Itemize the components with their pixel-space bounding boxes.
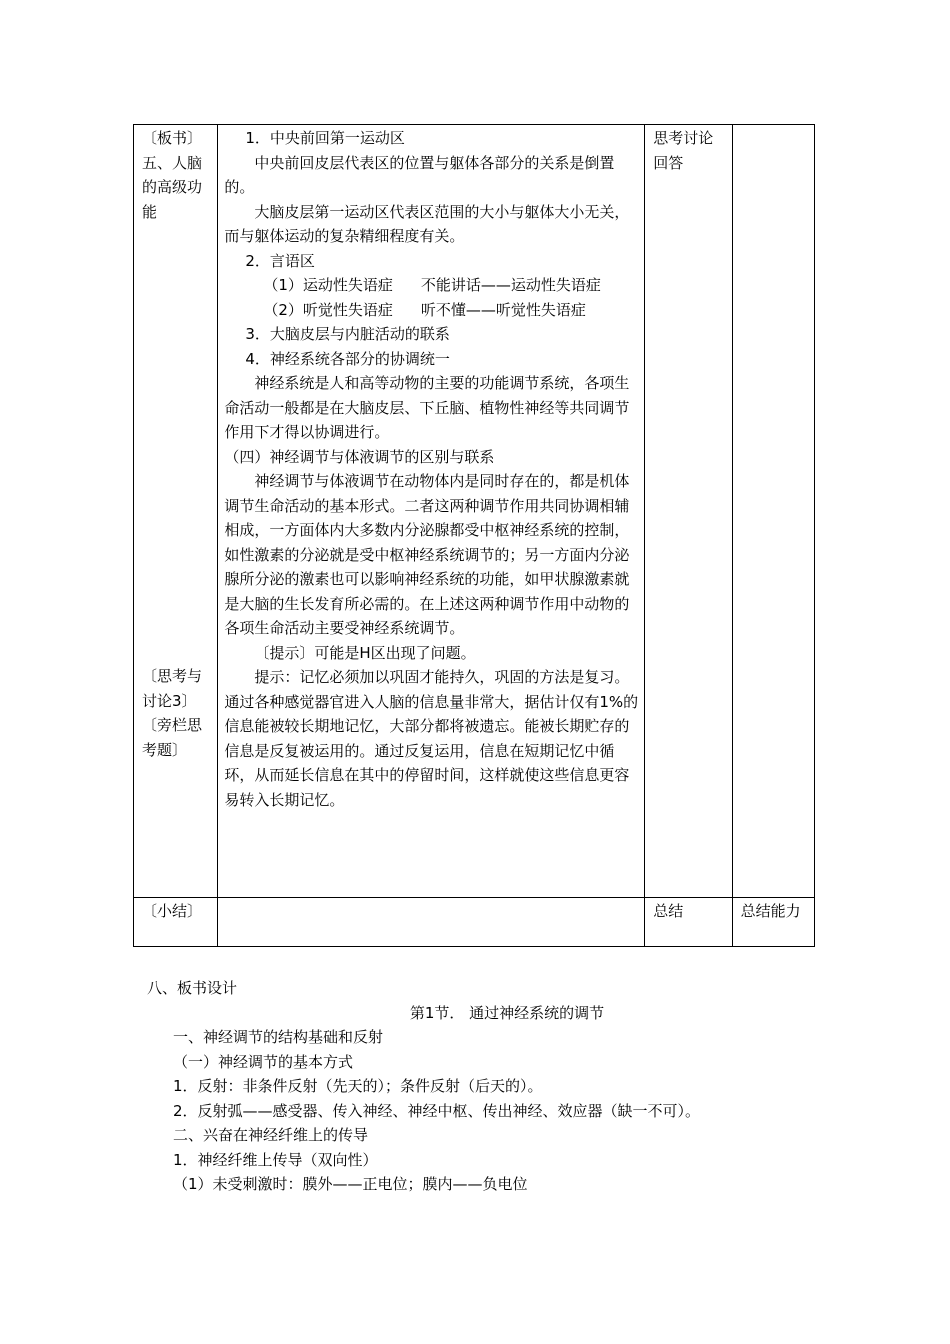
list-item — [224, 298, 638, 323]
student-activity-cell — [645, 898, 732, 947]
list-item — [224, 273, 638, 298]
list-item-term: （2）听觉性失语症 — [263, 300, 393, 319]
teaching-step-cell — [134, 125, 218, 898]
board-line: 2．反射弧——感受器、传入神经、神经中枢、传出神经、效应器（缺一不可）。 — [173, 1101, 701, 1120]
board-line: 一、神经调节的结构基础和反射 — [173, 1028, 384, 1046]
board-line: （1）未受刺激时：膜外——正电位；膜内——负电位 — [173, 1175, 528, 1193]
table-row — [134, 898, 815, 947]
content-cell — [218, 898, 645, 947]
board-design-section — [147, 976, 847, 1197]
content-heading: 4．神经系统各部分的协调统一 — [245, 349, 450, 368]
step-label: 〔板书〕五、人脑的高级功能 — [142, 129, 203, 221]
content-paragraph: 神经调节与体液调节在动物体内是同时存在的，都是机体调节生命活动的基本形式。二者这两种调节作用共同协调相辅相成，一方面体内大多数内分泌腺都受中枢神经系统的控制，如性激素的分泌就是受中枢神经系统调节的；另一方面内分泌腺所分泌的激素也可以影响神经系统的功能，如甲状腺激素就是大脑的生长发育所必需的。在上述这两种调节作用中动物的各项生命活动主要受神经系统调节。 — [224, 472, 630, 637]
student-activity-cell — [645, 125, 732, 898]
content-heading: （四）神经调节与体液调节的区别与联系 — [224, 447, 495, 466]
lesson-table — [133, 124, 815, 947]
goal-label: 总结能力 — [740, 902, 801, 920]
content-paragraph: 〔提示〕可能是H区出现了问题。 — [254, 643, 476, 662]
content-paragraph: 神经系统是人和高等动物的主要的功能调节系统，各项生命活动一般都是在大脑皮层、下丘脑、植物性神经等共同调节作用下才得以协调进行。 — [224, 374, 630, 441]
goal-cell — [732, 898, 814, 947]
list-item-term: （1）运动性失语症 — [263, 276, 393, 294]
content-heading: 1．中央前回第一运动区 — [245, 129, 405, 147]
goal-cell — [732, 125, 814, 898]
content-paragraph: 中央前回皮层代表区的位置与躯体各部分的关系是倒置的。 — [224, 153, 615, 196]
content-heading: 2．言语区 — [245, 251, 315, 270]
list-item-desc: 不能讲话——运动性失语症 — [420, 276, 601, 294]
board-line: 二、兴奋在神经纤维上的传导 — [173, 1126, 369, 1144]
table-row — [134, 125, 815, 898]
teaching-step-cell — [134, 898, 218, 947]
board-line: 1．反射：非条件反射（先天的）；条件反射（后天的）。 — [173, 1077, 543, 1095]
board-line: （一）神经调节的基本方式 — [173, 1052, 354, 1071]
content-paragraph: 大脑皮层第一运动区代表区范围的大小与躯体大小无关，而与躯体运动的复杂精细程度有关。 — [224, 202, 630, 245]
goal-label — [733, 125, 814, 126]
section-title: 八、板书设计 — [147, 979, 238, 997]
board-line: 1．神经纤维上传导（双向性） — [173, 1150, 378, 1169]
content-cell — [218, 125, 645, 898]
step-label: 〔小结〕 — [142, 902, 203, 920]
activity-label: 总结 — [653, 902, 684, 920]
activity-label: 思考讨论回答 — [653, 129, 714, 172]
content-heading: 3．大脑皮层与内脏活动的联系 — [245, 325, 450, 343]
content-paragraph — [218, 898, 644, 899]
step-label: 〔思考与讨论3〕〔旁栏思考题〕 — [142, 667, 203, 759]
list-item-desc: 听不懂——听觉性失语症 — [420, 300, 586, 319]
content-paragraph: 提示：记忆必须加以巩固才能持久，巩固的方法是复习。通过各种感觉器官进入人脑的信息量非常大，据估计仅有1%的信息能被较长期地记忆，大部分都将被遗忘。能被长期贮存的信息是反复被运用的。通过反复运用，信息在短期记忆中循环，从而延长信息在其中的停留时间，这样就使这些信息更容易转入长期记忆。 — [224, 668, 639, 809]
board-subtitle: 第1节． 通过神经系统的调节 — [409, 1003, 605, 1022]
